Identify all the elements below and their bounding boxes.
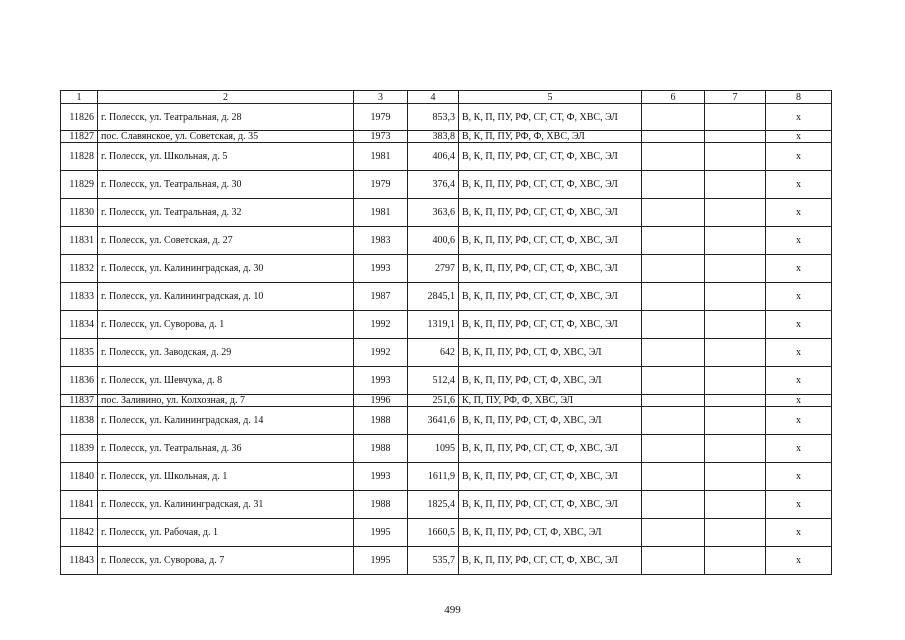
cell-col6 — [642, 171, 705, 199]
table-row — [61, 491, 832, 519]
cell-id: 11837 — [61, 395, 98, 407]
cell-services: В, К, П, ПУ, РФ, СГ, СТ, Ф, ХВС, ЭЛ — [459, 463, 642, 491]
cell-address: г. Полесск, ул. Калининградская, д. 31 — [98, 491, 354, 519]
cell-id: 11836 — [61, 367, 98, 395]
table-row — [61, 143, 832, 171]
cell-services: В, К, П, ПУ, РФ, СТ, Ф, ХВС, ЭЛ — [459, 407, 642, 435]
cell-year: 1995 — [354, 547, 408, 575]
cell-col7 — [705, 519, 766, 547]
cell-address: пос. Славянское, ул. Советская, д. 35 — [98, 131, 354, 143]
cell-year: 1981 — [354, 143, 408, 171]
cell-year: 1992 — [354, 339, 408, 367]
cell-area: 853,3 — [408, 104, 459, 131]
table-row — [61, 171, 832, 199]
cell-col7 — [705, 463, 766, 491]
cell-services: В, К, П, ПУ, РФ, СГ, СТ, Ф, ХВС, ЭЛ — [459, 311, 642, 339]
cell-col6 — [642, 407, 705, 435]
table-row — [61, 311, 832, 339]
table-row — [61, 547, 832, 575]
cell-col8: x — [766, 547, 832, 575]
cell-col6 — [642, 131, 705, 143]
cell-address: г. Полесск, ул. Советская, д. 27 — [98, 227, 354, 255]
cell-col8: x — [766, 104, 832, 131]
cell-year: 1988 — [354, 435, 408, 463]
cell-year: 1983 — [354, 227, 408, 255]
cell-col6 — [642, 367, 705, 395]
cell-col7 — [705, 199, 766, 227]
cell-address: г. Полесск, ул. Калининградская, д. 10 — [98, 283, 354, 311]
cell-col6 — [642, 435, 705, 463]
cell-year: 1973 — [354, 131, 408, 143]
cell-col7 — [705, 311, 766, 339]
cell-address: г. Полесск, ул. Калининградская, д. 30 — [98, 255, 354, 283]
cell-address: г. Полесск, ул. Театральная, д. 30 — [98, 171, 354, 199]
cell-year: 1979 — [354, 104, 408, 131]
table-body — [61, 91, 832, 575]
cell-col8: x — [766, 339, 832, 367]
cell-address: г. Полесск, ул. Калининградская, д. 14 — [98, 407, 354, 435]
cell-area: 251,6 — [408, 395, 459, 407]
cell-address: г. Полесск, ул. Школьная, д. 1 — [98, 463, 354, 491]
table-row — [61, 339, 832, 367]
cell-col8: x — [766, 283, 832, 311]
cell-year: 1993 — [354, 367, 408, 395]
cell-col7 — [705, 339, 766, 367]
cell-area: 1319,1 — [408, 311, 459, 339]
cell-col6 — [642, 104, 705, 131]
cell-col8: x — [766, 255, 832, 283]
table-row — [61, 199, 832, 227]
cell-col7 — [705, 407, 766, 435]
cell-col8: x — [766, 199, 832, 227]
cell-services: В, К, П, ПУ, РФ, СГ, СТ, Ф, ХВС, ЭЛ — [459, 171, 642, 199]
table-row — [61, 255, 832, 283]
cell-area: 1825,4 — [408, 491, 459, 519]
cell-services: В, К, П, ПУ, РФ, СТ, Ф, ХВС, ЭЛ — [459, 367, 642, 395]
table-row — [61, 395, 832, 407]
cell-col6 — [642, 339, 705, 367]
table-row — [61, 463, 832, 491]
cell-address: г. Полесск, ул. Рабочая, д. 1 — [98, 519, 354, 547]
cell-col6 — [642, 311, 705, 339]
cell-id: 11841 — [61, 491, 98, 519]
cell-address: г. Полесск, ул. Театральная, д. 36 — [98, 435, 354, 463]
cell-area: 2797 — [408, 255, 459, 283]
cell-services: К, П, ПУ, РФ, Ф, ХВС, ЭЛ — [459, 395, 642, 407]
cell-col7 — [705, 171, 766, 199]
cell-col8: x — [766, 519, 832, 547]
cell-year: 1993 — [354, 463, 408, 491]
cell-col6 — [642, 395, 705, 407]
cell-services: В, К, П, ПУ, РФ, СГ, СТ, Ф, ХВС, ЭЛ — [459, 255, 642, 283]
cell-services: В, К, П, ПУ, РФ, СТ, Ф, ХВС, ЭЛ — [459, 519, 642, 547]
cell-services: В, К, П, ПУ, РФ, СТ, Ф, ХВС, ЭЛ — [459, 339, 642, 367]
cell-col7 — [705, 395, 766, 407]
table-row — [61, 519, 832, 547]
cell-col7 — [705, 227, 766, 255]
cell-col8: x — [766, 171, 832, 199]
cell-year: 1992 — [354, 311, 408, 339]
data-table — [60, 90, 832, 575]
cell-address: г. Полесск, ул. Театральная, д. 28 — [98, 104, 354, 131]
cell-col8: x — [766, 367, 832, 395]
cell-id: 11831 — [61, 227, 98, 255]
cell-id: 11842 — [61, 519, 98, 547]
header-col-8: 8 — [766, 91, 832, 104]
header-col-3: 3 — [354, 91, 408, 104]
cell-id: 11829 — [61, 171, 98, 199]
table-row — [61, 283, 832, 311]
cell-services: В, К, П, ПУ, РФ, СГ, СТ, Ф, ХВС, ЭЛ — [459, 435, 642, 463]
cell-address: г. Полесск, ул. Шевчука, д. 8 — [98, 367, 354, 395]
cell-col7 — [705, 491, 766, 519]
cell-address: г. Полесск, ул. Заводская, д. 29 — [98, 339, 354, 367]
cell-area: 642 — [408, 339, 459, 367]
cell-col8: x — [766, 311, 832, 339]
cell-col6 — [642, 519, 705, 547]
cell-col7 — [705, 104, 766, 131]
header-row — [61, 91, 832, 104]
cell-area: 363,6 — [408, 199, 459, 227]
cell-id: 11830 — [61, 199, 98, 227]
cell-address: г. Полесск, ул. Театральная, д. 32 — [98, 199, 354, 227]
cell-col8: x — [766, 491, 832, 519]
cell-col7 — [705, 143, 766, 171]
cell-area: 1095 — [408, 435, 459, 463]
cell-col6 — [642, 463, 705, 491]
cell-col8: x — [766, 143, 832, 171]
cell-services: В, К, П, ПУ, РФ, СГ, СТ, Ф, ХВС, ЭЛ — [459, 283, 642, 311]
cell-area: 383,8 — [408, 131, 459, 143]
cell-year: 1996 — [354, 395, 408, 407]
cell-id: 11833 — [61, 283, 98, 311]
cell-year: 1995 — [354, 519, 408, 547]
header-col-5: 5 — [459, 91, 642, 104]
cell-address: г. Полесск, ул. Школьная, д. 5 — [98, 143, 354, 171]
cell-col7 — [705, 367, 766, 395]
header-col-6: 6 — [642, 91, 705, 104]
table-row — [61, 131, 832, 143]
table-row — [61, 227, 832, 255]
cell-area: 1611,9 — [408, 463, 459, 491]
cell-services: В, К, П, ПУ, РФ, СГ, СТ, Ф, ХВС, ЭЛ — [459, 143, 642, 171]
cell-id: 11834 — [61, 311, 98, 339]
cell-area: 1660,5 — [408, 519, 459, 547]
cell-id: 11843 — [61, 547, 98, 575]
cell-services: В, К, П, ПУ, РФ, СГ, СТ, Ф, ХВС, ЭЛ — [459, 491, 642, 519]
cell-id: 11838 — [61, 407, 98, 435]
cell-col6 — [642, 255, 705, 283]
cell-area: 512,4 — [408, 367, 459, 395]
cell-id: 11828 — [61, 143, 98, 171]
table-row — [61, 367, 832, 395]
cell-col6 — [642, 547, 705, 575]
cell-id: 11826 — [61, 104, 98, 131]
cell-id: 11840 — [61, 463, 98, 491]
cell-services: В, К, П, ПУ, РФ, СГ, СТ, Ф, ХВС, ЭЛ — [459, 227, 642, 255]
cell-services: В, К, П, ПУ, РФ, СГ, СТ, Ф, ХВС, ЭЛ — [459, 547, 642, 575]
cell-id: 11839 — [61, 435, 98, 463]
cell-col7 — [705, 131, 766, 143]
cell-id: 11827 — [61, 131, 98, 143]
header-col-7: 7 — [705, 91, 766, 104]
header-col-1: 1 — [61, 91, 98, 104]
cell-services: В, К, П, ПУ, РФ, Ф, ХВС, ЭЛ — [459, 131, 642, 143]
cell-year: 1981 — [354, 199, 408, 227]
table-row — [61, 104, 832, 131]
cell-col7 — [705, 283, 766, 311]
cell-id: 11832 — [61, 255, 98, 283]
cell-col6 — [642, 491, 705, 519]
cell-area: 3641,6 — [408, 407, 459, 435]
cell-area: 2845,1 — [408, 283, 459, 311]
cell-services: В, К, П, ПУ, РФ, СГ, СТ, Ф, ХВС, ЭЛ — [459, 199, 642, 227]
header-col-2: 2 — [98, 91, 354, 104]
cell-year: 1979 — [354, 171, 408, 199]
cell-col6 — [642, 283, 705, 311]
cell-address: пос. Заливино, ул. Колхозная, д. 7 — [98, 395, 354, 407]
cell-year: 1988 — [354, 491, 408, 519]
cell-year: 1988 — [354, 407, 408, 435]
cell-services: В, К, П, ПУ, РФ, СГ, СТ, Ф, ХВС, ЭЛ — [459, 104, 642, 131]
cell-col7 — [705, 547, 766, 575]
cell-year: 1987 — [354, 283, 408, 311]
cell-col8: x — [766, 395, 832, 407]
header-col-4: 4 — [408, 91, 459, 104]
table-row — [61, 435, 832, 463]
cell-col8: x — [766, 463, 832, 491]
cell-area: 376,4 — [408, 171, 459, 199]
cell-col6 — [642, 199, 705, 227]
cell-id: 11835 — [61, 339, 98, 367]
cell-col8: x — [766, 131, 832, 143]
page-number: 499 — [444, 604, 461, 616]
cell-col6 — [642, 227, 705, 255]
cell-col8: x — [766, 435, 832, 463]
cell-col8: x — [766, 407, 832, 435]
cell-col7 — [705, 255, 766, 283]
cell-address: г. Полесск, ул. Суворова, д. 1 — [98, 311, 354, 339]
cell-col8: x — [766, 227, 832, 255]
cell-year: 1993 — [354, 255, 408, 283]
cell-col6 — [642, 143, 705, 171]
cell-col7 — [705, 435, 766, 463]
cell-area: 535,7 — [408, 547, 459, 575]
cell-address: г. Полесск, ул. Суворова, д. 7 — [98, 547, 354, 575]
cell-area: 406,4 — [408, 143, 459, 171]
cell-area: 400,6 — [408, 227, 459, 255]
table-row — [61, 407, 832, 435]
